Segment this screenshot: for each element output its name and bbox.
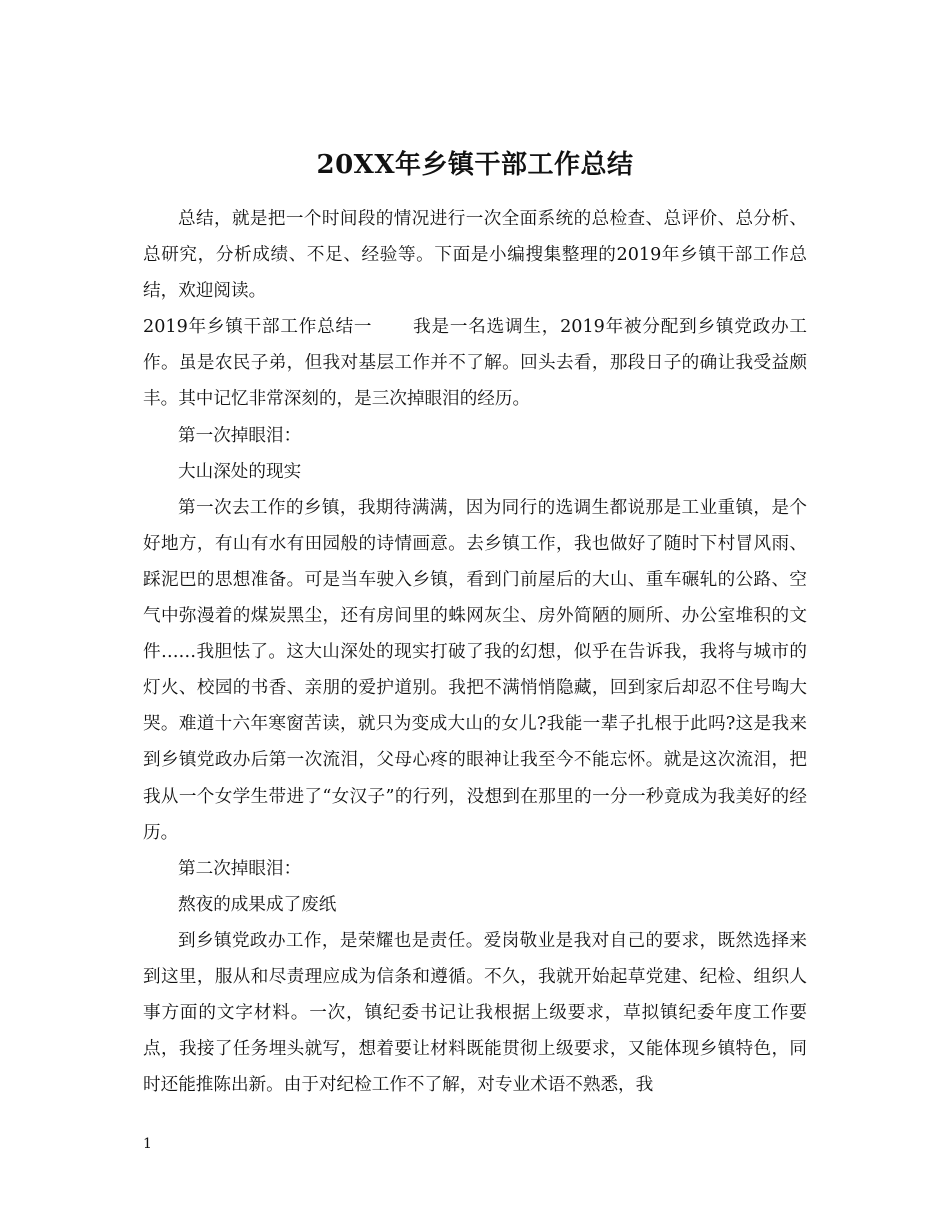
page-number: 1 (143, 1136, 152, 1152)
first-tears-subtitle: 大山深处的现实 (178, 461, 302, 482)
first-tears-heading: 第一次掉眼泪： (178, 425, 302, 446)
section-heading: 2019年乡镇干部工作总结一 (143, 317, 373, 338)
document-title: 20XX年乡镇干部工作总结 (316, 150, 634, 181)
intro-paragraph: 总结，就是把一个时间段的情况进行一次全面系统的总检查、总评价、总分析、总研究，分析成绩、不足、经验等。下面是小编搜集整理的2019年乡镇干部工作总结，欢迎阅读。 (143, 209, 807, 302)
second-tears-heading: 第二次掉眼泪： (178, 858, 302, 879)
second-tears-body: 到乡镇党政办工作，是荣耀也是责任。爱岗敬业是我对自己的要求，既然选择来到这里，服从和尽责理应成为信条和遵循。不久，我就开始起草党建、纪检、组织人事方面的文字材料。一次，镇纪委书记让我根据上级要求，草拟镇纪委年度工作要点，我接了任务埋头就写，想着要让材料既能贯彻上级要求，又能体现乡镇特色，同时还能推陈出新。由于对纪检工作不了解，对专业术语不熟悉，我 (143, 930, 807, 1096)
first-tears-body: 第一次去工作的乡镇，我期待满满，因为同行的选调生都说那是工业重镇，是个好地方，有山有水有田园般的诗情画意。去乡镇工作，我也做好了随时下村冒风雨、踩泥巴的思想准备。可是当车驶入乡镇，看到门前屋后的大山、重车碾轧的公路、空气中弥漫着的煤炭黑尘，还有房间里的蛛网灰尘、房外简陋的厕所、办公室堆积的文件……我胆怯了。这大山深处的现实打破了我的幻想，似乎在告诉我，我将与城市的灯火、校园的书香、亲朋的爱护道别。我把不满悄悄隐藏，回到家后却忍不住号啕大哭。难道十六年寒窗苦读，就只为变成大山的女儿?我能一辈子扎根于此吗?这是我来到乡镇党政办后第一次流泪，父母心疼的眼神让我至今不能忘怀。就是这次流泪，把我从一个女学生带进了“女汉子”的行列，没想到在那里的一分一秒竟成为我美好的经历。 (143, 497, 807, 843)
second-tears-subtitle: 熬夜的成果成了废纸 (178, 894, 337, 915)
section-paragraph (143, 309, 807, 417)
document-body (143, 201, 807, 1103)
section-text: 我是一名选调生，2019年被分配到乡镇党政办工作。虽是农民子弟，但我对基层工作并不了解。回头去看，那段日子的确让我受益颇丰。其中记忆非常深刻的，是三次掉眼泪的经历。 (143, 317, 807, 410)
